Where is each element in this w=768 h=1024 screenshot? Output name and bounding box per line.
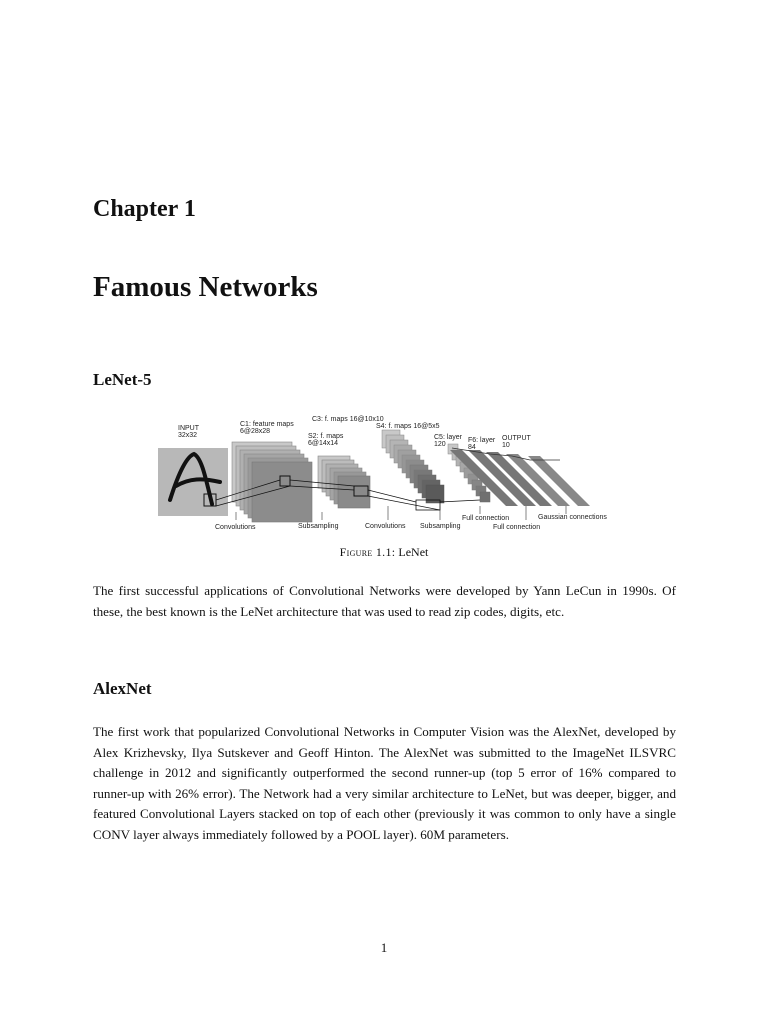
c1-feature-maps [232,442,312,522]
section-heading-alexnet: AlexNet [93,679,152,698]
paragraph-lenet: The first successful applications of Convolutional Networks were developed by Yann LeCun in 1990s. Of these, the best known is the LeNet architecture that was used to read zip codes, digits, etc. [93,583,676,619]
figure-caption-label: Figure 1.1: [339,545,396,559]
label-s2: S2: f. maps [308,433,344,440]
paragraph-alexnet: The first work that popularized Convolutional Networks in Computer Vision was the AlexNet, developed by Alex Krizhevsky, Ilya Sutskever and Geoff Hinton. The AlexNet was submitted to the ImageNet ILSVRC challenge in 2012 and significantly outperformed the second runner-up (top 5 error of 16% compared to runner-up with 26% error). The Network had a very similar architecture to LeNet, but was deeper, bigger, and featured Convolutional Layers stacked on top of each other (previously it was common to only have a single CONV layer always immediately followed by a POOL layer). 60M parameters. [93,724,676,842]
lenet-diagram [150,408,620,538]
op-subsampling-2: Subsampling [420,523,461,530]
op-subsampling-1: Subsampling [298,523,339,530]
label-output-size: 10 [502,442,510,449]
label-c3: C3: f. maps 16@10x10 [312,416,384,423]
label-f6: F6: layer [468,437,496,444]
chapter-title: Famous Networks [93,271,318,303]
chapter-label: Chapter 1 [93,196,196,222]
op-gaussian-connections: Gaussian connections [538,514,607,521]
label-input-size: 32x32 [178,432,198,439]
label-c5: C5: layer [434,434,463,441]
page-number: 1 [380,940,388,955]
figure-caption-text: LeNet [398,545,429,559]
label-s4: S4: f. maps 16@5x5 [376,423,440,430]
label-c5-size: 120 [434,441,446,448]
figure-caption [0,545,768,560]
label-output: OUTPUT [502,435,531,442]
op-convolutions-2: Convolutions [365,523,406,530]
label-c1: C1: feature maps [240,421,294,428]
label-c1-size: 6@28x28 [240,428,271,435]
op-convolutions-1: Convolutions [215,524,256,531]
label-input: INPUT [178,425,199,432]
op-full-connection-1: Full connection [462,515,510,522]
s2-feature-maps [318,456,370,508]
label-f6-size: 84 [468,444,476,451]
section-heading-lenet: LeNet-5 [93,370,152,389]
op-full-connection-2: Full connection [493,524,541,531]
lenet-architecture-figure [150,408,620,538]
label-s2-size: 6@14x14 [308,440,339,447]
